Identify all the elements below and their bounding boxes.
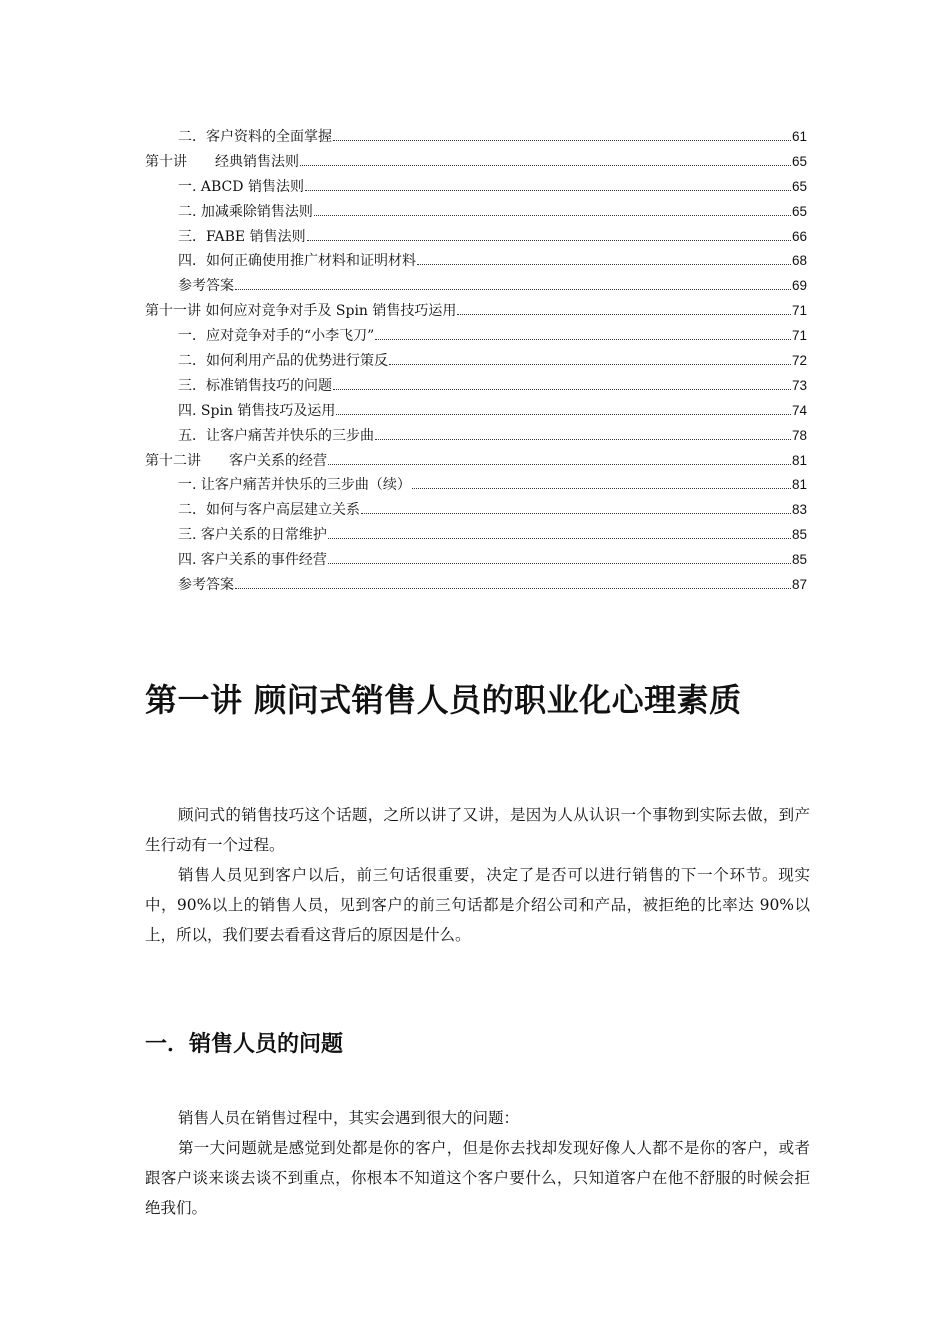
toc-entry[interactable] bbox=[145, 525, 807, 550]
toc-dot-leader bbox=[328, 538, 791, 539]
paragraph: 销售人员见到客户以后，前三句话很重要，决定了是否可以进行销售的下一个环节。现实中，90%以上的销售人员，见到客户的前三句话都是介绍公司和产品，被拒绝的比率达 90%以上，所以，我们要去看看这背后的原因是什么。 bbox=[145, 866, 810, 944]
toc-entry-title: 二. 加减乘除销售法则 bbox=[178, 203, 313, 220]
toc-entry[interactable] bbox=[145, 550, 807, 575]
toc-entry-title: 参考答案 bbox=[178, 577, 234, 594]
toc-entry-title: 三．标准销售技巧的问题 bbox=[178, 377, 332, 394]
toc-page-number: 87 bbox=[791, 577, 807, 593]
toc-entry-title: 参考答案 bbox=[178, 278, 234, 295]
toc-page-number: 74 bbox=[791, 402, 807, 418]
toc-dot-leader bbox=[314, 215, 791, 216]
toc-page-number: 61 bbox=[791, 129, 807, 144]
section-text bbox=[145, 1103, 810, 1223]
toc-page-number: 71 bbox=[791, 303, 807, 319]
table-of-contents bbox=[145, 127, 807, 600]
toc-page-number: 69 bbox=[791, 278, 807, 294]
toc-page-number: 85 bbox=[791, 552, 807, 568]
toc-entry[interactable] bbox=[145, 376, 807, 401]
toc-entry[interactable] bbox=[145, 575, 807, 600]
toc-entry[interactable] bbox=[145, 251, 807, 276]
toc-dot-leader bbox=[336, 414, 791, 415]
toc-dot-leader bbox=[305, 190, 791, 191]
paragraph: 顾问式的销售技巧这个话题，之所以讲了又讲，是因为人从认识一个事物到实际去做，到产生行动有一个过程。 bbox=[145, 806, 810, 854]
toc-entry-title: 一. ABCD 销售法则 bbox=[178, 178, 304, 195]
toc-entry[interactable] bbox=[145, 276, 807, 301]
toc-dot-leader bbox=[307, 240, 791, 241]
toc-entry[interactable] bbox=[145, 351, 807, 376]
toc-page-number: 81 bbox=[791, 477, 807, 493]
toc-entry-title: 第十二讲 客户关系的经营 bbox=[145, 452, 327, 469]
toc-page-number: 65 bbox=[791, 178, 807, 194]
toc-entry-title: 四. Spin 销售技巧及运用 bbox=[178, 402, 336, 419]
toc-page-number: 78 bbox=[791, 427, 807, 443]
toc-entry-title: 二．如何与客户高层建立关系 bbox=[178, 502, 360, 519]
toc-page-number: 83 bbox=[791, 502, 807, 518]
toc-entry[interactable] bbox=[145, 177, 807, 202]
toc-dot-leader bbox=[333, 140, 791, 141]
toc-entry[interactable] bbox=[145, 500, 807, 525]
paragraph: 销售人员在销售过程中，其实会遇到很大的问题： bbox=[178, 1109, 520, 1127]
toc-entry-title: 一．应对竞争对手的“小李飞刀” bbox=[178, 328, 375, 345]
toc-page-number: 85 bbox=[791, 527, 807, 543]
toc-dot-leader bbox=[328, 464, 791, 465]
toc-entry[interactable] bbox=[145, 401, 807, 426]
toc-dot-leader bbox=[235, 289, 791, 290]
toc-entry[interactable] bbox=[145, 227, 807, 252]
toc-page-number: 72 bbox=[791, 353, 807, 369]
toc-entry-title: 三. 客户关系的日常维护 bbox=[178, 527, 327, 544]
toc-entry-title: 四．如何正确使用推广材料和证明材料 bbox=[178, 253, 416, 270]
toc-page-number: 65 bbox=[791, 153, 807, 169]
paragraph: 第一大问题就是感觉到处都是你的客户，但是你去找却发现好像人人都不是你的客户，或者跟客户谈来谈去谈不到重点，你根本不知道这个客户要什么，只知道客户在他不舒服的时候会拒绝我们。 bbox=[145, 1139, 810, 1217]
toc-entry-title: 第十讲 经典销售法则 bbox=[145, 153, 299, 170]
toc-entry[interactable] bbox=[145, 202, 807, 227]
toc-dot-leader bbox=[389, 364, 791, 365]
toc-page-number: 68 bbox=[791, 253, 807, 269]
toc-dot-leader bbox=[375, 439, 791, 440]
toc-entry-title: 一. 让客户痛苦并快乐的三步曲（续） bbox=[178, 477, 411, 494]
toc-page-number: 66 bbox=[791, 228, 807, 244]
toc-entry[interactable] bbox=[145, 301, 807, 326]
toc-dot-leader bbox=[417, 264, 791, 265]
toc-entry-title: 三．FABE 销售法则 bbox=[178, 228, 306, 245]
toc-dot-leader bbox=[457, 314, 791, 315]
toc-page-number: 65 bbox=[791, 203, 807, 219]
toc-entry-title: 五．让客户痛苦并快乐的三步曲 bbox=[178, 427, 374, 444]
toc-dot-leader bbox=[235, 588, 791, 589]
toc-entry[interactable] bbox=[145, 475, 807, 500]
section-title: 一．销售人员的问题 bbox=[145, 1032, 344, 1057]
intro-text bbox=[145, 800, 810, 950]
toc-dot-leader bbox=[375, 339, 791, 340]
toc-entry-title: 第十一讲 如何应对竞争对手及 Spin 销售技巧运用 bbox=[145, 303, 457, 320]
toc-page-number: 81 bbox=[791, 452, 807, 468]
toc-entry[interactable] bbox=[145, 451, 807, 476]
toc-page-number: 73 bbox=[791, 377, 807, 393]
toc-entry-title: 二．如何利用产品的优势进行策反 bbox=[178, 353, 388, 370]
toc-dot-leader bbox=[361, 513, 791, 514]
toc-dot-leader bbox=[333, 389, 791, 390]
toc-page-number: 71 bbox=[791, 328, 807, 344]
toc-entry[interactable] bbox=[145, 127, 807, 152]
toc-dot-leader bbox=[412, 488, 791, 489]
toc-entry[interactable] bbox=[145, 426, 807, 451]
toc-entry-title: 四. 客户关系的事件经营 bbox=[178, 552, 327, 569]
toc-dot-leader bbox=[328, 563, 791, 564]
toc-entry[interactable] bbox=[145, 152, 807, 177]
chapter-title: 第一讲 顾问式销售人员的职业化心理素质 bbox=[145, 681, 742, 719]
toc-entry-title: 二．客户资料的全面掌握 bbox=[178, 129, 332, 145]
toc-dot-leader bbox=[300, 165, 791, 166]
toc-entry[interactable] bbox=[145, 326, 807, 351]
